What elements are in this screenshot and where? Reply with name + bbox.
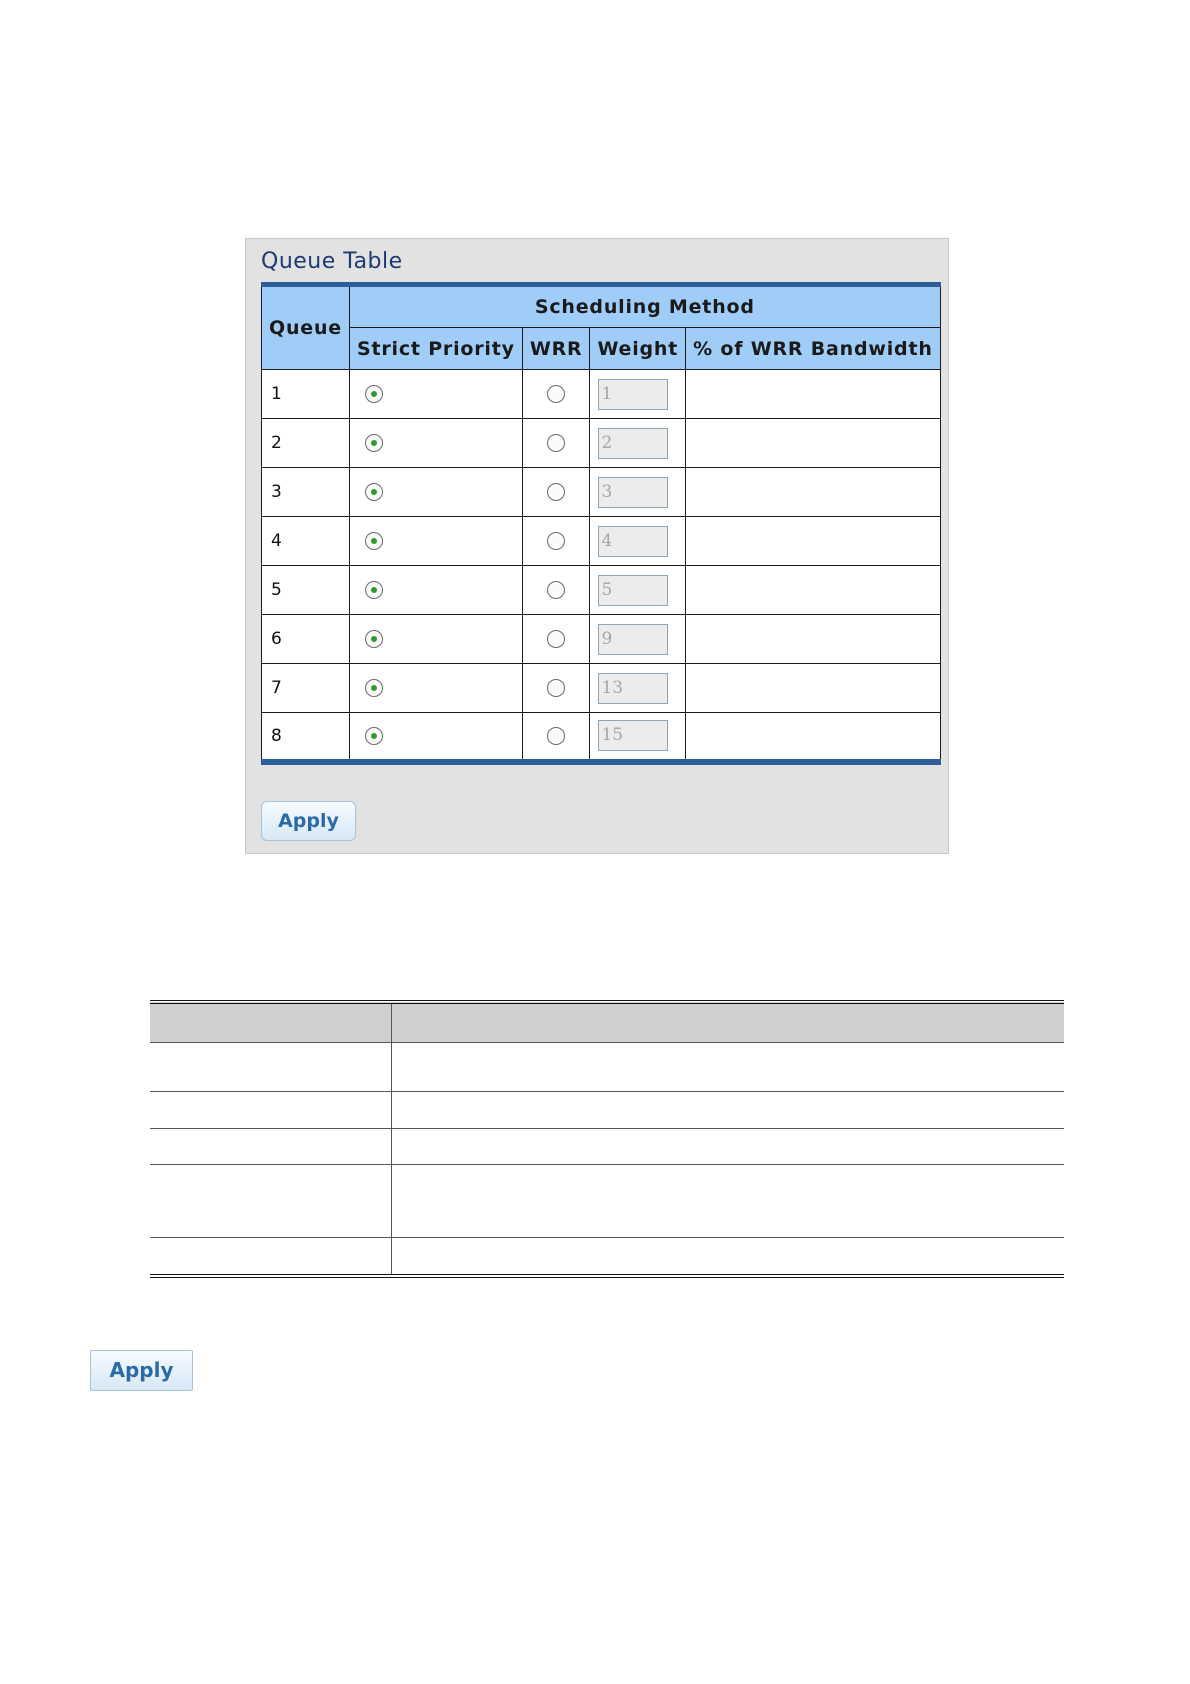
- wrr-bandwidth-cell: [686, 419, 941, 468]
- weight-cell: [590, 713, 686, 762]
- wrr-cell: [522, 419, 590, 468]
- weight-input[interactable]: 1: [598, 379, 668, 410]
- desc-cell-description: [392, 1129, 1065, 1165]
- desc-cell-object: [150, 1043, 392, 1092]
- strict-priority-radio[interactable]: [365, 727, 383, 745]
- desc-cell-object: [150, 1165, 392, 1238]
- wrr-cell: [522, 468, 590, 517]
- desc-cell-description: [392, 1092, 1065, 1129]
- strict-priority-radio[interactable]: [365, 483, 383, 501]
- queue-table: [261, 282, 941, 765]
- wrr-cell: [522, 517, 590, 566]
- queue-number: 6: [262, 615, 350, 664]
- queue-number: 3: [262, 468, 350, 517]
- desc-header-description: [392, 1002, 1065, 1043]
- weight-cell: [590, 517, 686, 566]
- table-row: [150, 1165, 1064, 1238]
- wrr-radio[interactable]: [547, 434, 565, 452]
- strict-priority-cell: [349, 713, 522, 762]
- strict-priority-cell: [349, 517, 522, 566]
- header-wrr: WRR: [522, 328, 590, 370]
- table-row: [262, 517, 941, 566]
- weight-cell: [590, 370, 686, 419]
- desc-cell-description: [392, 1165, 1065, 1238]
- table-row: [150, 1043, 1064, 1092]
- strict-priority-radio[interactable]: [365, 630, 383, 648]
- queue-number: 7: [262, 664, 350, 713]
- table-row: [262, 664, 941, 713]
- queue-table-panel: [245, 238, 949, 854]
- wrr-radio[interactable]: [547, 385, 565, 403]
- desc-cell-object: [150, 1129, 392, 1165]
- desc-header-object: [150, 1002, 392, 1043]
- wrr-bandwidth-cell: [686, 615, 941, 664]
- wrr-bandwidth-cell: [686, 370, 941, 419]
- strict-priority-radio[interactable]: [365, 532, 383, 550]
- panel-title: Queue Table: [261, 249, 403, 274]
- weight-input[interactable]: 5: [598, 575, 668, 606]
- strict-priority-radio[interactable]: [365, 679, 383, 697]
- table-row: [150, 1238, 1064, 1277]
- table-row: [262, 419, 941, 468]
- wrr-bandwidth-cell: [686, 664, 941, 713]
- strict-priority-cell: [349, 370, 522, 419]
- table-row: [262, 713, 941, 762]
- apply-button[interactable]: Apply: [261, 801, 356, 841]
- weight-cell: [590, 468, 686, 517]
- strict-priority-cell: [349, 615, 522, 664]
- queue-number: 4: [262, 517, 350, 566]
- weight-cell: [590, 419, 686, 468]
- table-row: [150, 1129, 1064, 1165]
- wrr-cell: [522, 566, 590, 615]
- table-row: [262, 566, 941, 615]
- weight-cell: [590, 615, 686, 664]
- table-row: [262, 468, 941, 517]
- table-row: [262, 615, 941, 664]
- wrr-radio[interactable]: [547, 727, 565, 745]
- wrr-cell: [522, 664, 590, 713]
- weight-input[interactable]: 2: [598, 428, 668, 459]
- strict-priority-radio[interactable]: [365, 434, 383, 452]
- wrr-radio[interactable]: [547, 483, 565, 501]
- weight-input[interactable]: 3: [598, 477, 668, 508]
- strict-priority-cell: [349, 468, 522, 517]
- table-row: [262, 370, 941, 419]
- queue-number: 8: [262, 713, 350, 762]
- strict-priority-radio[interactable]: [365, 385, 383, 403]
- desc-cell-description: [392, 1043, 1065, 1092]
- wrr-radio[interactable]: [547, 532, 565, 550]
- weight-input[interactable]: 15: [598, 720, 668, 751]
- header-strict-priority: Strict Priority: [349, 328, 522, 370]
- header-queue: Queue: [262, 285, 350, 370]
- wrr-bandwidth-cell: [686, 517, 941, 566]
- wrr-bandwidth-cell: [686, 713, 941, 762]
- strict-priority-radio[interactable]: [365, 581, 383, 599]
- strict-priority-cell: [349, 566, 522, 615]
- queue-table-body: [262, 370, 941, 762]
- desc-cell-object: [150, 1092, 392, 1129]
- wrr-radio[interactable]: [547, 679, 565, 697]
- desc-cell-object: [150, 1238, 392, 1277]
- queue-number: 5: [262, 566, 350, 615]
- strict-priority-cell: [349, 419, 522, 468]
- desc-cell-description: [392, 1238, 1065, 1277]
- queue-number: 2: [262, 419, 350, 468]
- header-weight: Weight: [590, 328, 686, 370]
- weight-input[interactable]: 9: [598, 624, 668, 655]
- wrr-radio[interactable]: [547, 630, 565, 648]
- header-scheduling-method: Scheduling Method: [349, 285, 940, 328]
- wrr-bandwidth-cell: [686, 468, 941, 517]
- weight-input[interactable]: 4: [598, 526, 668, 557]
- wrr-cell: [522, 370, 590, 419]
- header-wrr-bandwidth: % of WRR Bandwidth: [686, 328, 941, 370]
- weight-input[interactable]: 13: [598, 673, 668, 704]
- table-row: [150, 1092, 1064, 1129]
- wrr-cell: [522, 615, 590, 664]
- description-table: [150, 1000, 1064, 1278]
- wrr-bandwidth-cell: [686, 566, 941, 615]
- apply-button-standalone[interactable]: Apply: [90, 1350, 193, 1391]
- queue-number: 1: [262, 370, 350, 419]
- strict-priority-cell: [349, 664, 522, 713]
- weight-cell: [590, 664, 686, 713]
- wrr-radio[interactable]: [547, 581, 565, 599]
- weight-cell: [590, 566, 686, 615]
- wrr-cell: [522, 713, 590, 762]
